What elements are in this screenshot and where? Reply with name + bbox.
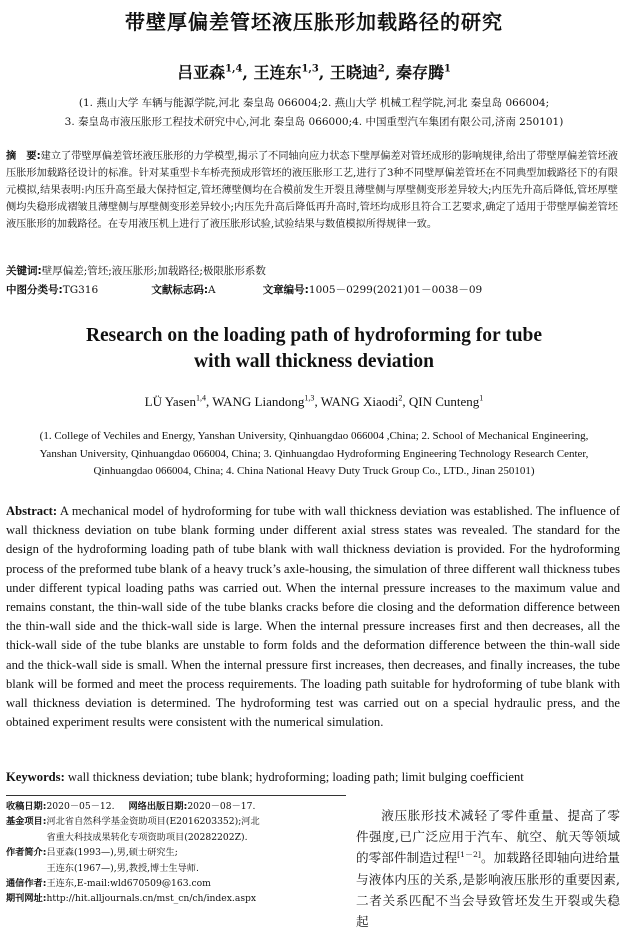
doc-code-label: 文献标志码: (151, 284, 209, 296)
en-title (0, 323, 628, 375)
en-keywords-text: wall thickness deviation; tube blank; hydroforming; loading path; limit bulging coefficient (67, 770, 524, 784)
cn-authors: 吕亚森$^{1,4}$, 王连东$^{1,3}$, 王晓迪$^2$, 秦存腾$^1$ (177, 63, 451, 82)
class-number: TG316 (62, 284, 99, 296)
body-intro-paragraph (356, 805, 620, 932)
bio-label: 作者简介: (6, 847, 47, 859)
fund-text: 省重大科技成果转化专项资助项目(20282202Z). (46, 831, 248, 843)
body-text: 液压胀形技术减轻了零件重量、提高了零件强度,已广泛应用于汽车、航空、航天等领域的零部件制造过程 (356, 808, 620, 866)
author-affil-mark: 2 (398, 393, 403, 403)
article-number: 1005－0299(2021)01－0038－09 (308, 284, 483, 296)
en-authors: LÜ Yasen$^{1,4}$, WANG Liandong$^{1,3}$, WANG Xiaodi$^2$, QIN Cunteng$^1$ (144, 393, 484, 409)
bio-text: 王连东(1967—),男,教授,博士生导师. (46, 862, 199, 874)
cn-title: 带壁厚偏差管坯液压胀形加载路径的研究 (125, 10, 503, 34)
body-text: 。加载路径即轴向进给量与液体内压的关系,是影响液压胀形的重要因素,二者关系匹配不当会导致管坯发生开裂或失稳起 (356, 850, 621, 930)
author-affil-mark: 1 (443, 63, 451, 75)
author-affil-mark: 1 (479, 393, 484, 403)
author-name: 王连东 (253, 63, 302, 82)
en-title-line: with wall thickness deviation (194, 351, 434, 372)
author-name: WANG Liandong (212, 394, 305, 409)
author-name: 王晓迪 (329, 63, 378, 82)
doc-code: A (208, 284, 216, 296)
class-number-label: 中图分类号: (6, 284, 63, 296)
en-abstract (6, 502, 620, 732)
en-affiliation-line: (1. College of Vechiles and Energy, Yanshan University, Qinhuangdao 066004 ,China; 2. School of Mechanical Engineering, (39, 430, 589, 442)
author-affil-mark: 2 (377, 63, 385, 75)
author-affil-mark: 1,4 (195, 393, 207, 403)
footnote-divider (6, 795, 346, 796)
author-name: 吕亚森 (177, 63, 226, 82)
cn-keywords (6, 263, 618, 278)
author-name: LÜ Yasen (144, 394, 196, 409)
cn-abstract-text: 建立了带壁厚偏差管坯液压胀形的力学模型,揭示了不同轴向应力状态下壁厚偏差对管坯成形的影响规律,给出了带壁厚偏差管坯液压胀形加载路径设计的标准。针对某重型卡车桥壳预成形管坯的液压胀形工艺,进行了3种不同壁厚偏差管坯在不同典型加载路径下的有限元模拟,结果表明:内压升高至最大保持恒定,管坯薄壁侧均在合模前发生开裂且薄壁侧与厚壁侧变形差异较大;内压先升高后降低,管坯厚壁侧均失稳形成褶皱且薄壁侧与厚壁侧变形差异较小;内压先升高后降低再升高时,管坯均成形且符合工艺要求,确定了适用于带壁厚偏差管坯液压胀形的加载路径。在专用液压机上进行了液压胀形试验,试验结果与数值模拟所得规律一致。 (6, 151, 618, 231)
en-abstract-text: A mechanical model of hydroforming for tube with wall thickness deviation was established. The influence of wall thickness deviation on tube blank forming under different axial stress states was revealed. The standard for the design of the hydroforming loading path of tube blank with wall thickness deviation is provided. For the hydroforming process of the preformed tube blank of a heavy truck’s axle-housing, the simulation of three different wall thickness tubes under different typical loading paths was carried out. When the internal pressure increases to the maximum value and remains constant, the thin-wall side of the tube blanks cracks before die closing and the deformation difference between the thin-wall side and the thick-wall side is large. When the internal pressure increases first and then decreases, all the thick-wall side of the tube blanks are unstable to form folds and the deformation difference between the thin-wall side and the thick-wall side is small. When the internal pressure first increases, then decreases, and finally increases, the tube blank will be formed and meet the process requirements. The loading path suitable for hydroforming of tube blank with wall thickness deviation is determined. The hydroforming test was carried out on a special hydraulic press, and the obtained experiment results were consistent with the numerical simulation. (6, 504, 620, 730)
corresponding-label: 通信作者: (6, 878, 47, 890)
en-affiliation (0, 428, 628, 481)
cn-keywords-text: 壁厚偏差;管坯;液压胀形;加载路径;极限胀形系数 (41, 265, 266, 277)
en-affiliation-line: Yanshan University, Qinhuangdao 066004, China; 3. Qinhuangdao Hydroforming Engineering Technology Research Center, (39, 447, 589, 460)
en-title-line: Research on the loading path of hydroforming for tube (85, 325, 543, 346)
en-abstract-label: Abstract: (6, 504, 58, 518)
author-affil-mark: 1,4 (225, 63, 243, 75)
author-name: 秦存腾 (395, 63, 444, 82)
author-affil-mark: 1,3 (301, 63, 319, 75)
en-affiliation-line: Qinhuangdao 066004, China; 4. China National Heavy Duty Truck Group Co., LTD., Jinan 250101) (93, 465, 535, 477)
journal-url[interactable]: http://hit.alljournals.cn/mst_cn/ch/index.aspx (46, 893, 257, 905)
author-name: QIN Cunteng (408, 394, 480, 409)
fund-label: 基金项目: (6, 816, 47, 828)
cn-abstract-label: 摘 要: (6, 151, 41, 162)
journal-url-label: 期刊网址: (6, 893, 47, 905)
fund-text: 河北省自然科学基金资助项目(E2016203352);河北 (46, 816, 260, 828)
cn-affiliation-line: (1. 燕山大学 车辆与能源学院,河北 秦皇岛 066004;2. 燕山大学 机械工程学院,河北 秦皇岛 066004; (78, 97, 550, 109)
corresponding-author: 王连东,E-mail:wld670509@163.com (46, 878, 211, 890)
citation[interactable]: [1－2] (457, 850, 481, 860)
en-keywords-label: Keywords: (6, 770, 65, 784)
received-label: 收稿日期: (6, 801, 47, 812)
en-keywords (6, 770, 620, 785)
cn-affiliation-line: 3. 秦皇岛市液压胀形工程技术研究中心,河北 秦皇岛 066000;4. 中国重型汽车集团有限公司,济南 250101) (64, 116, 564, 128)
cn-keywords-label: 关键词: (6, 265, 42, 277)
author-name: WANG Xiaodi (320, 394, 399, 409)
online-label: 网络出版日期: (128, 801, 188, 812)
article-metadata (6, 799, 346, 907)
bio-text: 吕亚森(1993—),男,硕士研究生; (46, 847, 178, 859)
received-date: 2020－05－12. (46, 801, 115, 812)
online-date: 2020－08－17. (187, 801, 256, 812)
author-affil-mark: 1,3 (304, 393, 315, 403)
cn-classification (6, 282, 618, 297)
cn-abstract (6, 148, 618, 233)
article-number-label: 文章编号: (262, 284, 309, 296)
